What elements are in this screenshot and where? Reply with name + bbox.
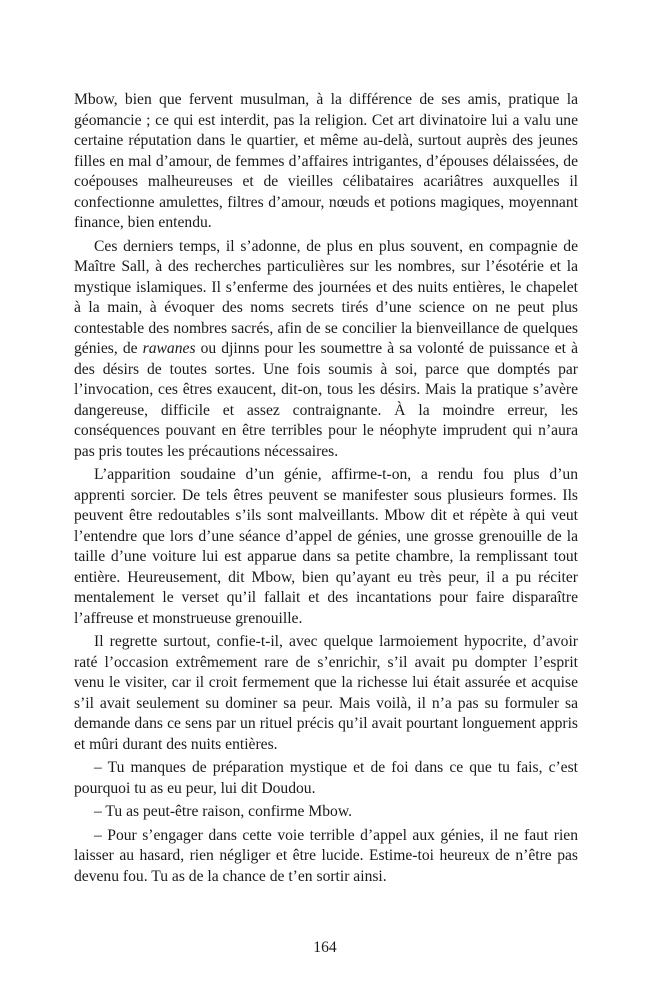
dialogue-line-advice: – Pour s’engager dans cette voie terrible d’appel aux génies, il ne faut rien laisser au hasard, rien négliger et être lucide. Estime-toi heureux de n’être pas devenu fou. Tu as de la chance de t’en sortir ainsi. — [74, 826, 578, 885]
paragraph-research — [74, 237, 578, 463]
dialogue-line-doudou: – Tu manques de préparation mystique et de foi dans ce que tu fais, c’est pourquoi tu as eu peur, lui dit Doudou. — [74, 759, 578, 797]
paragraph-research-text-after: ou djinns pour les soumettre à sa volonté de puissance et à des désirs de toutes sortes. Une fois soumis à soi, parce que domptés par l’invocation, ces êtres exaucent, dit-on, tous les désirs. Mais la pratique s’avère dangereuse, difficile et assez contraignante. À la moindre erreur, les conséquences pouvant en être terribles pour le néophyte imprudent qui n’aura pas pris toutes les précautions nécessaires. — [74, 340, 578, 460]
paragraph-regret: Il regrette surtout, confie-t-il, avec quelque larmoiement hypocrite, d’avoir raté l’occasion extrêmement rare de s’enrichir, s’il avait pu dompter l’esprit venu le visiter, car il croit fermement que la richesse lui était assurée et acquise s’il avait seulement su dominer sa peur. Mais voilà, il n’a pas su formuler sa demande dans ce sens par un rituel précis qu’il avait pourtant longuement appris et mûri durant des nuits entières. — [74, 633, 578, 753]
paragraph-research-text-before: Ces derniers temps, il s’adonne, de plus en plus souvent, en compagnie de Maître Sall, à des recherches particulières sur les nombres, sur l’ésotérie et la mystique islamiques. Il s’enferme des journées et des nuits entières, le chapelet à la main, à évoquer des noms secrets tirés d’une science on ne peut plus contestable des nombres sacrés, afin de se concilier la bienveillance de quelques génies, de — [74, 237, 578, 357]
dialogue-line-mbow: – Tu as peut-être raison, confirme Mbow. — [94, 803, 352, 820]
page-number: 164 — [313, 939, 337, 956]
paragraph-geomancy: Mbow, bien que fervent musulman, à la différence de ses amis, pratique la géomancie ; ce qui est interdit, pas la religion. Cet art divinatoire lui a valu une certaine réputation dans le quartier, et même au-delà, surtout auprès des jeunes filles en mal d’amour, de femmes d’affaires intrigantes, d’épouses délaissées, de coépouses malheureuses et de vieilles célibataires acariâtres auxquelles il confectionne amulettes, filtres d’amour, nœuds et potions magiques, moyennant finance, bien entendu. — [74, 91, 578, 231]
page-body — [74, 90, 578, 890]
paragraph-apparition: L’apparition soudaine d’un génie, affirme-t-on, a rendu fou plus d’un apprenti sorcier. De tels êtres peuvent se manifester sous plusieurs formes. Ils peuvent être redoutables s’ils sont malveillants. Mbow dit et répète à qui veut l’entendre que lors d’une séance d’appel de génies, une grosse grenouille de la taille d’une voiture lui est apparue dans sa petite chambre, la remplissant tout entière. Heureusement, dit Mbow, bien qu’ayant eu très peur, il a pu réciter mentalement le verset qu’il fallait et des incantations pour faire disparaître l’affreuse et monstrueuse grenouille. — [74, 466, 578, 627]
italic-term-rawanes: rawanes — [142, 340, 196, 357]
